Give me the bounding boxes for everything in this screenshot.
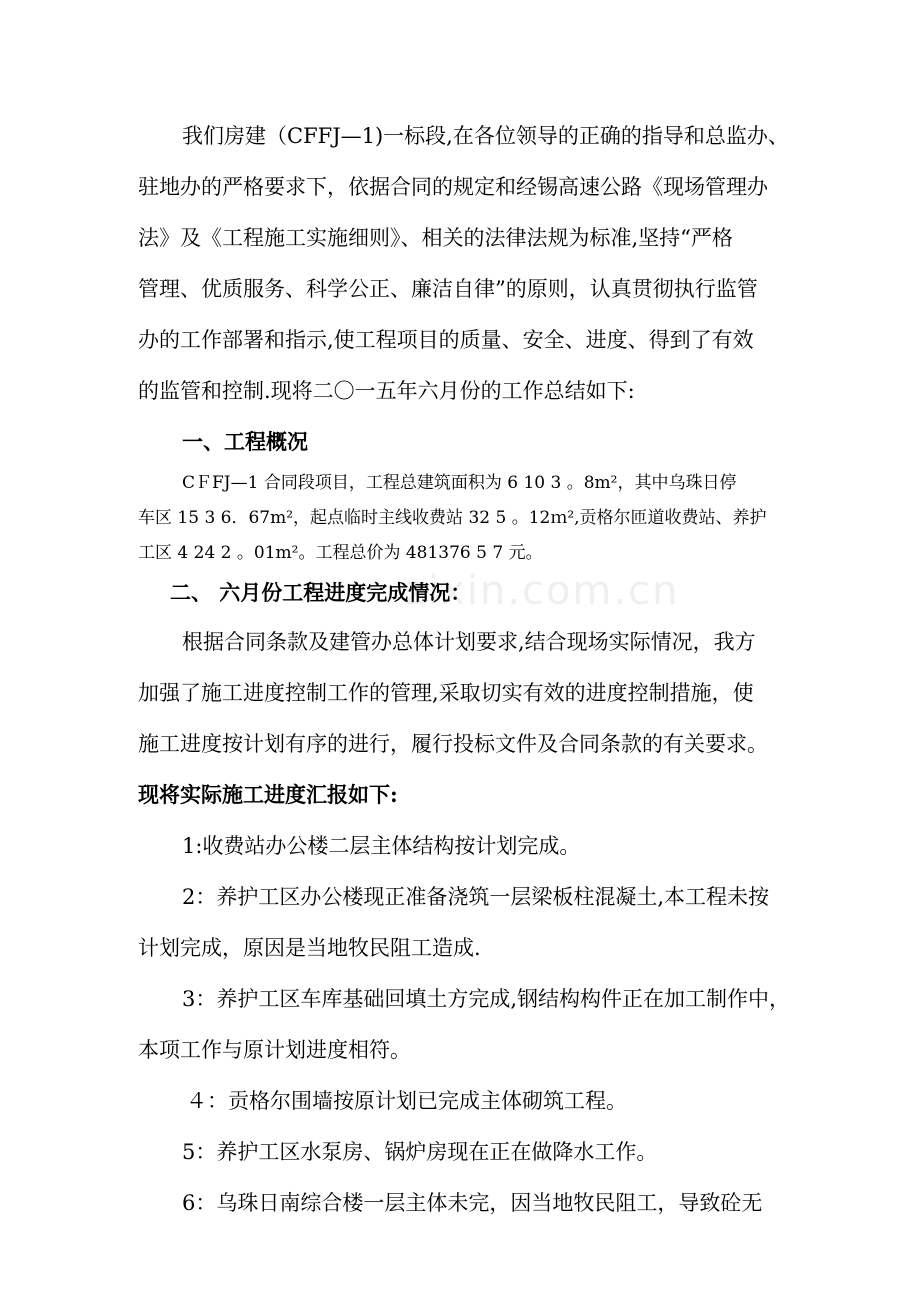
progress-line-3: 施工进度按计划有序的进行，履行投标文件及合同条款的有关要求。 (138, 732, 768, 756)
progress-item-4: ４：贡格尔围墙按原计划已完成主体砌筑工程。 (186, 1089, 627, 1113)
progress-item-2: 2：养护工区办公楼现正准备浇筑一层梁板柱混凝土,本工程未按 (182, 885, 770, 909)
intro-line-1: 我们房建（CFFJ—1)一标段,在各位领导的正确的指导和总监办、 (182, 124, 789, 148)
progress-item-1: 1:收费站办公楼二层主体结构按计划完成。 (182, 834, 581, 858)
report-heading: 现将实际施工进度汇报如下: (138, 782, 398, 807)
overview-line-3: 工区 4 24 2 。01m²。工程总价为 481376 5 7 元。 (138, 543, 543, 563)
overview-line-2: 车区 15 3 6．67m²，起点临时主线收费站 32 5 。12ｍ²,贡格尔匝道收费站、养护 (138, 508, 767, 528)
intro-line-4: 管理、优质服务、科学公正、廉洁自律”的原则，认真贯彻执行监管 (138, 277, 758, 301)
progress-line-2: 加强了施工进度控制工作的管理,采取切实有效的进度控制措施，使 (138, 681, 754, 705)
progress-item-2-cont: 计划完成，原因是当地牧民阻工造成. (138, 936, 481, 960)
intro-line-5: 办的工作部署和指示,使工程项目的质量、安全、进度、得到了有效 (138, 328, 754, 352)
progress-item-3-cont: 本项工作与原计划进度相符。 (138, 1038, 411, 1062)
overview-line-1: CＦFJ—1 合同段项目，工程总建筑面积为 6 10 3 。8m²，其中乌珠日停 (182, 473, 737, 493)
intro-line-2: 驻地办的严格要求下，依据合同的规定和经锡高速公路《现场管理办 (138, 175, 768, 199)
progress-line-1: 根据合同条款及建管办总体计划要求,结合现场实际情况，我方 (182, 630, 756, 654)
progress-item-5: 5：养护工区水泵房、锅炉房现在正在做降水工作。 (182, 1140, 658, 1164)
section-heading-overview: 一、工程概况 (182, 429, 308, 454)
progress-item-6: 6：乌珠日南综合楼一层主体未完，因当地牧民阻工，导致砼无 (182, 1191, 763, 1215)
progress-item-3: 3：养护工区车库基础回填土方完成,钢结构构件正在加工制作中， (182, 987, 791, 1011)
intro-line-6: 的监管和控制.现将二〇一五年六月份的工作总结如下: (138, 379, 635, 403)
section-heading-progress: 二、 六月份工程进度完成情况： (170, 580, 472, 605)
watermark: zixin.com.cn (405, 568, 680, 614)
intro-line-3: 法》及《工程施工实施细则》、相关的法律法规为标准,坚持“严格 (138, 226, 733, 250)
